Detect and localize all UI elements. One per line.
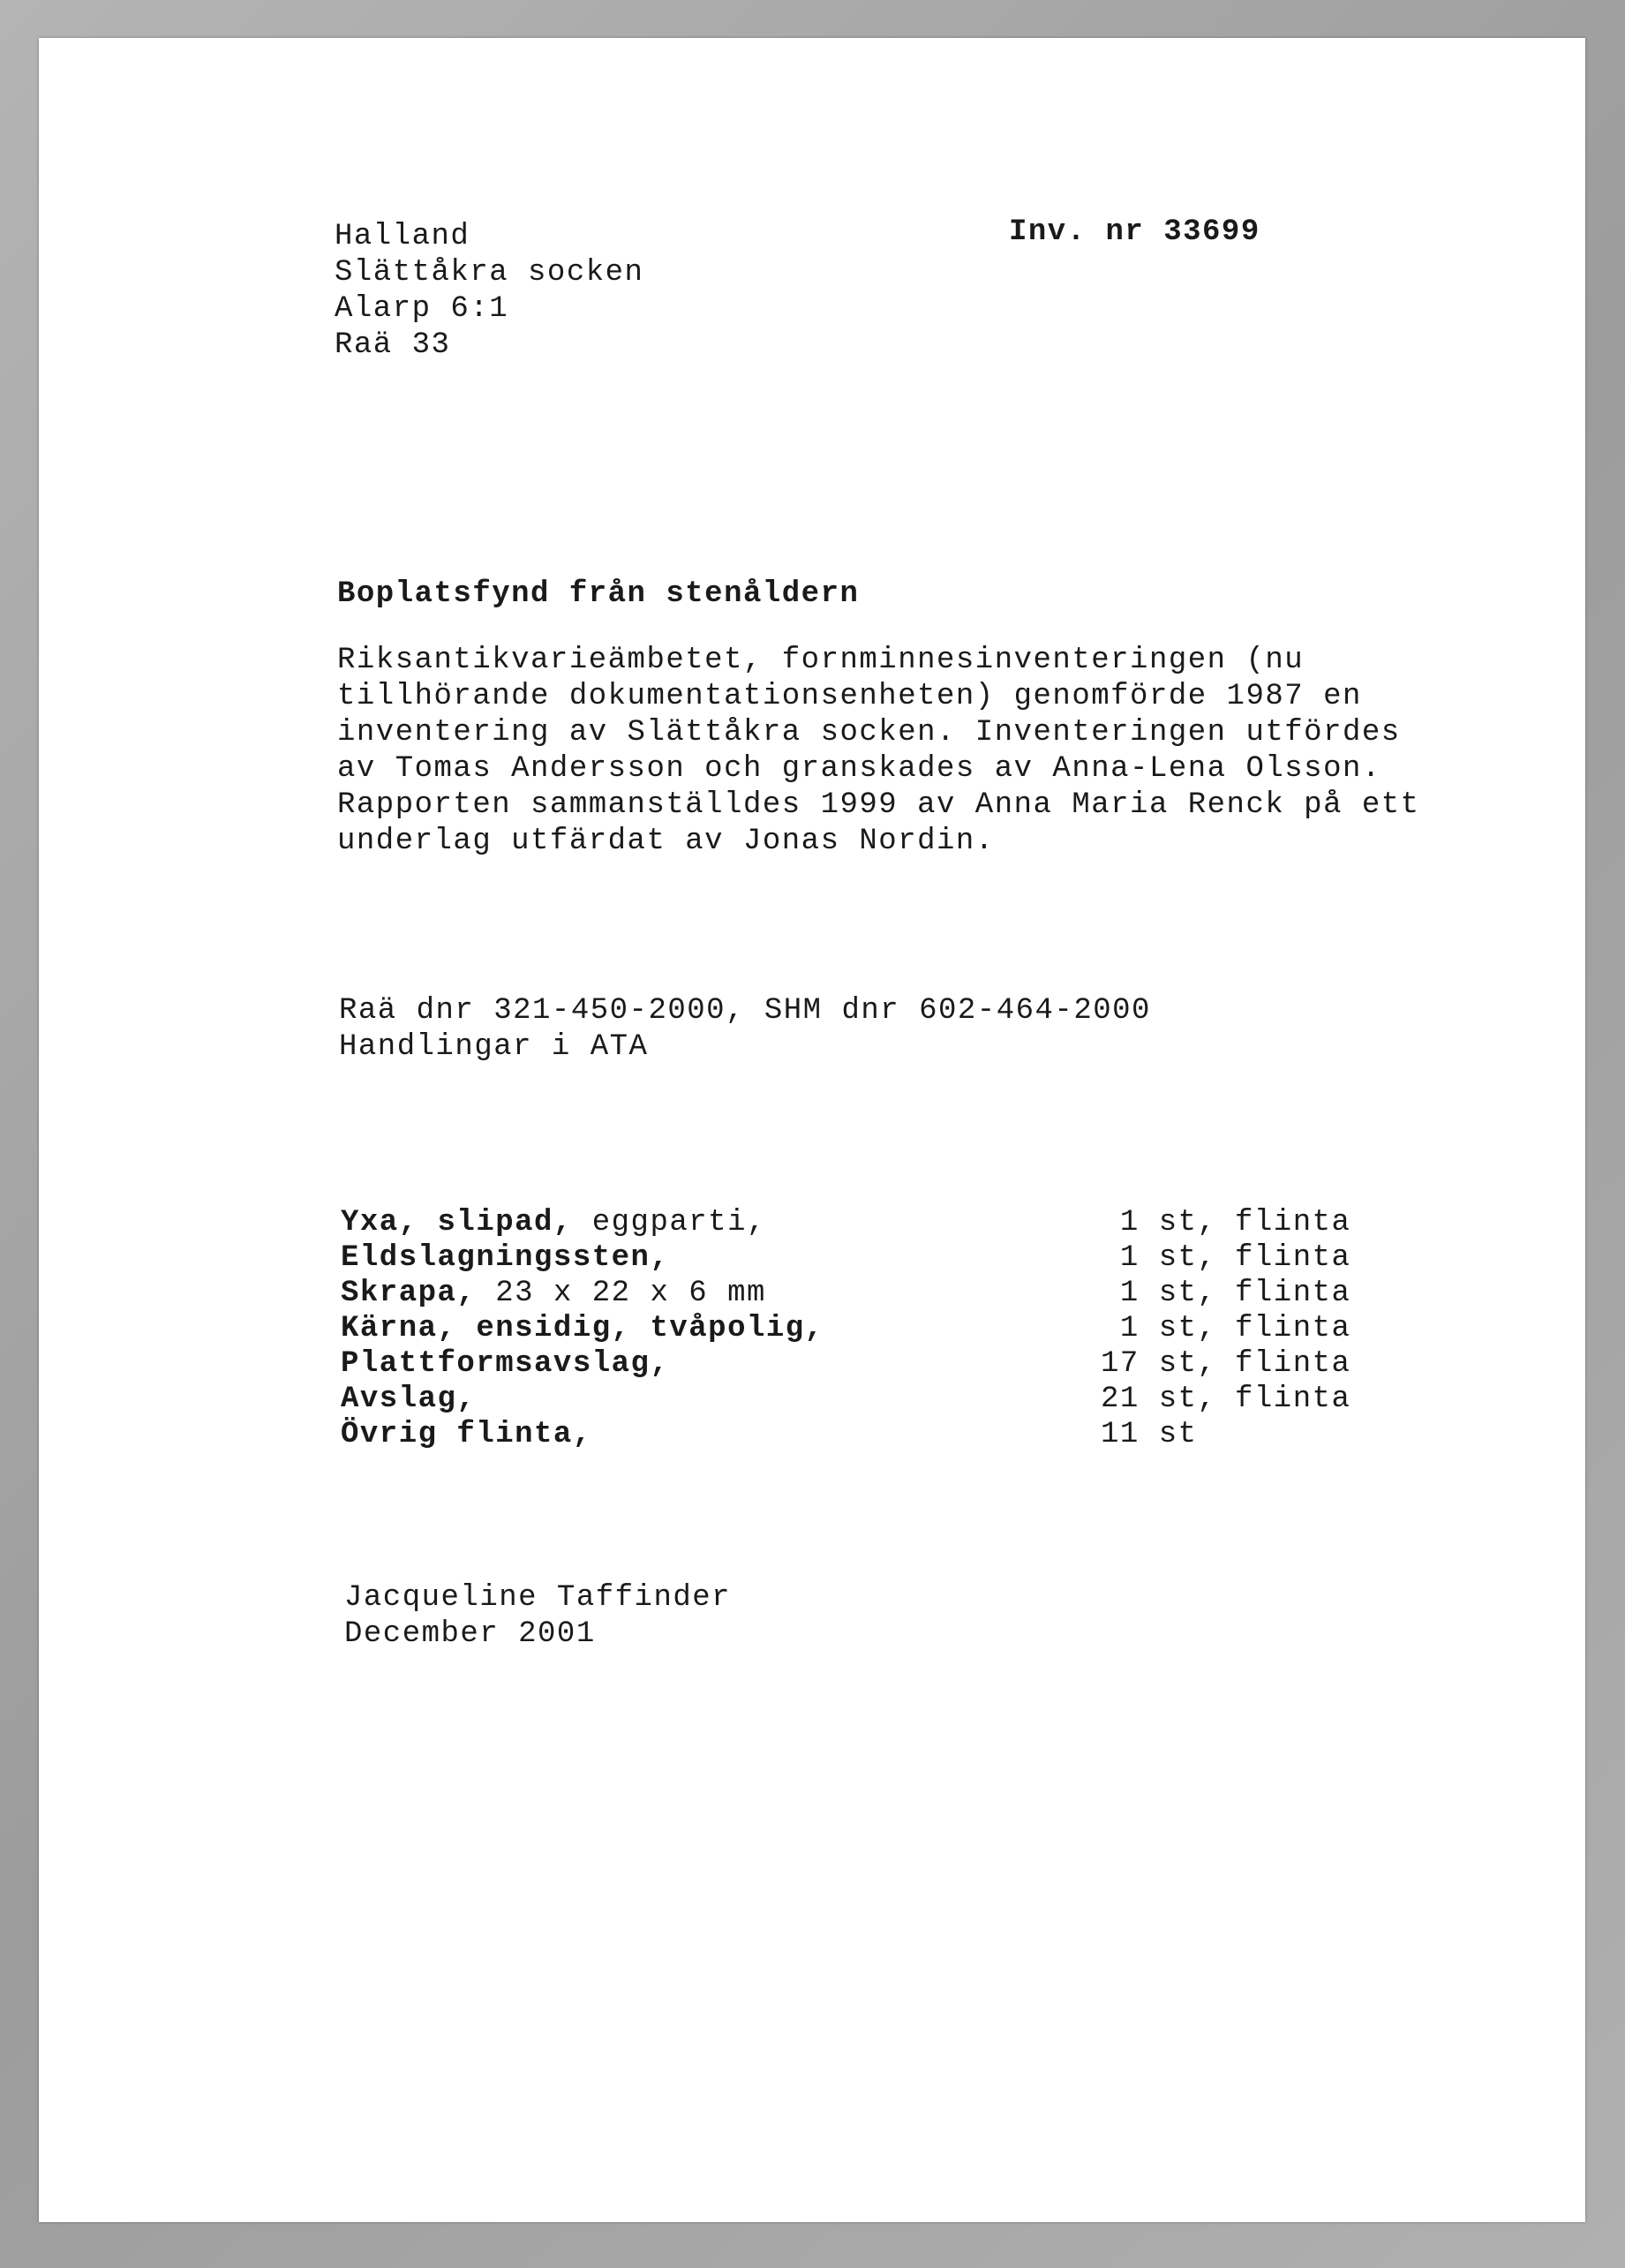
reference-numbers: Raä dnr 321-450-2000, SHM dnr 602-464-2000 xyxy=(339,994,1151,1028)
description-line: underlag utfärdat av Jonas Nordin. xyxy=(337,825,995,858)
description-line: inventering av Slättåkra socken. Inventeringen utfördes xyxy=(337,716,1401,750)
find-quantity: 1 st, xyxy=(1101,1312,1217,1345)
find-quantity: 1 st, xyxy=(1101,1206,1217,1239)
address-line-property: Alarp 6:1 xyxy=(335,292,509,326)
find-material: flinta xyxy=(1235,1383,1351,1416)
document-page xyxy=(39,38,1585,2222)
find-material: flinta xyxy=(1235,1347,1351,1381)
description-line: tillhörande dokumentationsenheten) genomförde 1987 en xyxy=(337,680,1362,713)
find-name: Kärna, ensidig, tvåpolig, xyxy=(341,1312,824,1345)
find-detail: 23 x 22 x 6 mm xyxy=(476,1277,766,1310)
find-detail: eggparti, xyxy=(572,1206,766,1239)
find-quantity: 11 st xyxy=(1101,1418,1198,1451)
description-line: av Tomas Andersson och granskades av Anna-Lena Olsson. xyxy=(337,752,1381,786)
find-quantity: 1 st, xyxy=(1101,1277,1217,1310)
find-name: Avslag, xyxy=(341,1383,477,1416)
signature-date: December 2001 xyxy=(344,1617,596,1651)
archive-location: Handlingar i ATA xyxy=(339,1030,649,1064)
find-name: Yxa, slipad, xyxy=(341,1206,573,1239)
description-line: Riksantikvarieämbetet, fornminnesinventeringen (nu xyxy=(337,644,1305,677)
find-material: flinta xyxy=(1235,1206,1351,1239)
find-name: Plattformsavslag, xyxy=(341,1347,670,1381)
address-line-parish: Slättåkra socken xyxy=(335,256,644,290)
find-material: flinta xyxy=(1235,1277,1351,1310)
address-line-rae: Raä 33 xyxy=(335,328,451,362)
find-name: Skrapa, xyxy=(341,1277,477,1310)
author-name: Jacqueline Taffinder xyxy=(344,1581,732,1615)
find-name: Eldslagningssten, xyxy=(341,1241,670,1275)
find-name: Övrig flinta, xyxy=(341,1418,592,1451)
address-line-county: Halland xyxy=(335,220,470,253)
inventory-number: Inv. nr 33699 xyxy=(1009,215,1260,249)
find-material: flinta xyxy=(1235,1241,1351,1275)
find-material: flinta xyxy=(1235,1312,1351,1345)
find-quantity: 21 st, xyxy=(1101,1383,1217,1416)
find-quantity: 1 st, xyxy=(1101,1241,1217,1275)
document-title: Boplatsfynd från stenåldern xyxy=(337,577,860,611)
description-line: Rapporten sammanställdes 1999 av Anna Maria Renck på ett xyxy=(337,788,1420,822)
find-quantity: 17 st, xyxy=(1101,1347,1217,1381)
